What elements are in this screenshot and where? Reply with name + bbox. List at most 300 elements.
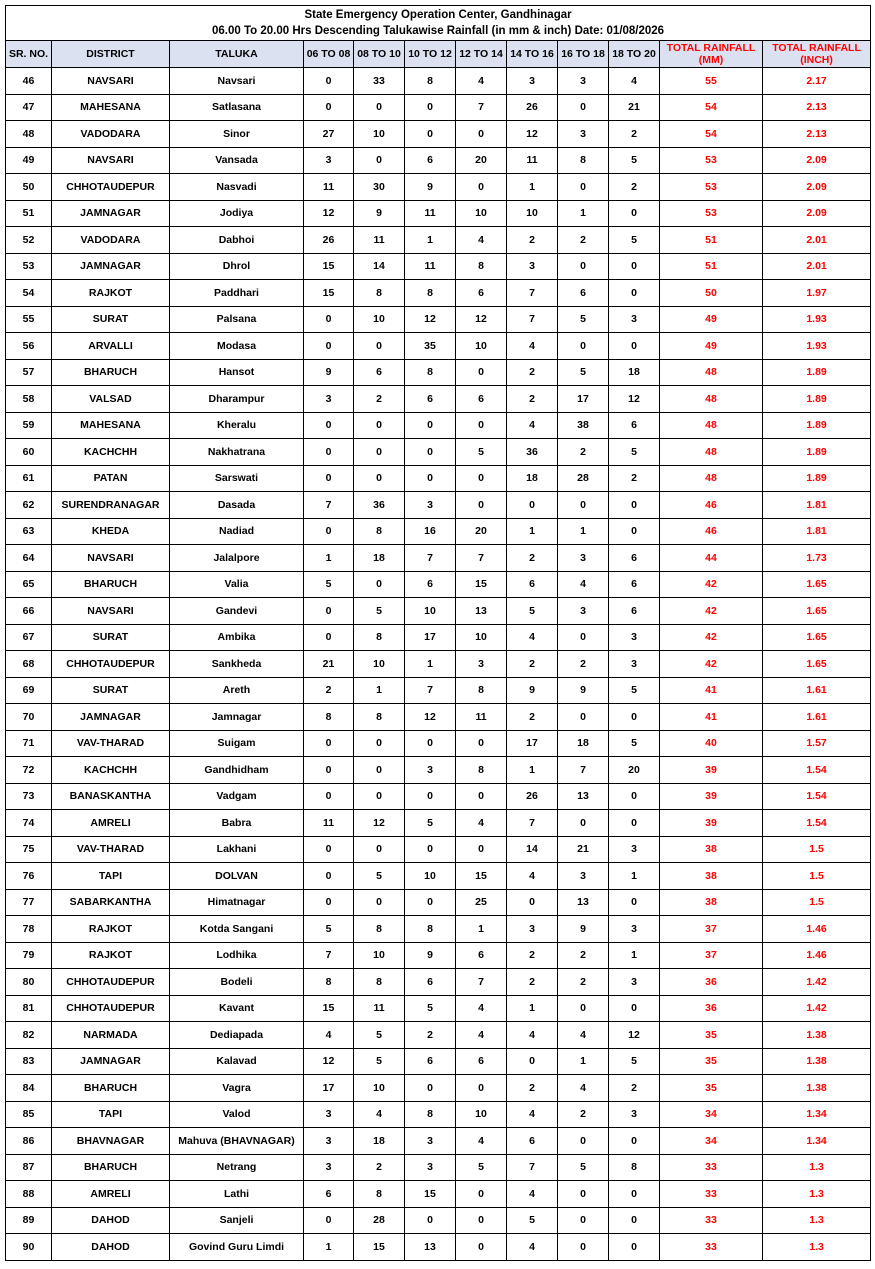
cell-sr-no: 83 (6, 1048, 52, 1075)
cell-sr-no: 76 (6, 863, 52, 890)
cell-total-inch: 1.97 (763, 280, 871, 307)
table-row (6, 1048, 871, 1075)
cell-taluka: Suigam (170, 730, 304, 757)
cell-06-to-08: 2 (304, 677, 354, 704)
cell-14-to-16: 3 (507, 916, 558, 943)
cell-18-to-20: 5 (609, 1048, 660, 1075)
cell-08-to-10: 8 (354, 518, 405, 545)
cell-10-to-12: 3 (405, 1154, 456, 1181)
cell-12-to-14: 10 (456, 200, 507, 227)
cell-06-to-08: 0 (304, 730, 354, 757)
table-row (6, 253, 871, 280)
cell-08-to-10: 4 (354, 1101, 405, 1128)
cell-18-to-20: 3 (609, 1101, 660, 1128)
cell-08-to-10: 0 (354, 757, 405, 784)
cell-16-to-18: 1 (558, 518, 609, 545)
cell-18-to-20: 0 (609, 704, 660, 731)
cell-18-to-20: 12 (609, 1022, 660, 1049)
cell-10-to-12: 9 (405, 174, 456, 201)
cell-18-to-20: 6 (609, 545, 660, 572)
cell-08-to-10: 0 (354, 730, 405, 757)
cell-total-mm: 35 (660, 1048, 763, 1075)
cell-district: KACHCHH (52, 757, 170, 784)
table-row (6, 1154, 871, 1181)
cell-10-to-12: 0 (405, 439, 456, 466)
cell-total-mm: 39 (660, 757, 763, 784)
cell-total-inch: 1.89 (763, 412, 871, 439)
cell-14-to-16: 26 (507, 783, 558, 810)
cell-18-to-20: 8 (609, 1154, 660, 1181)
cell-taluka: Govind Guru Limdi (170, 1234, 304, 1261)
cell-14-to-16: 4 (507, 1101, 558, 1128)
cell-12-to-14: 3 (456, 651, 507, 678)
cell-18-to-20: 6 (609, 412, 660, 439)
cell-06-to-08: 0 (304, 863, 354, 890)
cell-district: NAVSARI (52, 598, 170, 625)
cell-total-inch: 1.38 (763, 1075, 871, 1102)
cell-district: BHAVNAGAR (52, 1128, 170, 1155)
cell-total-inch: 1.57 (763, 730, 871, 757)
cell-18-to-20: 0 (609, 1234, 660, 1261)
cell-district: SABARKANTHA (52, 889, 170, 916)
cell-district: BANASKANTHA (52, 783, 170, 810)
table-row (6, 757, 871, 784)
cell-08-to-10: 8 (354, 969, 405, 996)
cell-district: ARVALLI (52, 333, 170, 360)
cell-18-to-20: 18 (609, 359, 660, 386)
cell-08-to-10: 18 (354, 545, 405, 572)
cell-08-to-10: 8 (354, 1181, 405, 1208)
cell-taluka: Navsari (170, 68, 304, 95)
cell-taluka: Nadiad (170, 518, 304, 545)
cell-08-to-10: 5 (354, 1022, 405, 1049)
cell-16-to-18: 0 (558, 810, 609, 837)
cell-08-to-10: 0 (354, 439, 405, 466)
cell-16-to-18: 7 (558, 757, 609, 784)
cell-14-to-16: 14 (507, 836, 558, 863)
cell-10-to-12: 10 (405, 863, 456, 890)
cell-14-to-16: 2 (507, 227, 558, 254)
cell-08-to-10: 12 (354, 810, 405, 837)
cell-sr-no: 52 (6, 227, 52, 254)
table-row (6, 783, 871, 810)
header-total-inch: TOTAL RAINFALL (INCH) (763, 41, 871, 68)
cell-total-inch: 1.89 (763, 465, 871, 492)
cell-12-to-14: 15 (456, 863, 507, 890)
cell-sr-no: 70 (6, 704, 52, 731)
cell-12-to-14: 0 (456, 359, 507, 386)
cell-14-to-16: 4 (507, 624, 558, 651)
table-row (6, 704, 871, 731)
cell-total-inch: 1.54 (763, 757, 871, 784)
table-row (6, 68, 871, 95)
cell-18-to-20: 3 (609, 624, 660, 651)
cell-18-to-20: 2 (609, 465, 660, 492)
cell-taluka: Ambika (170, 624, 304, 651)
title-row (6, 6, 871, 41)
cell-sr-no: 47 (6, 94, 52, 121)
cell-total-mm: 50 (660, 280, 763, 307)
cell-12-to-14: 11 (456, 704, 507, 731)
cell-14-to-16: 18 (507, 465, 558, 492)
cell-16-to-18: 5 (558, 306, 609, 333)
cell-14-to-16: 7 (507, 306, 558, 333)
cell-08-to-10: 5 (354, 598, 405, 625)
cell-total-mm: 41 (660, 704, 763, 731)
cell-08-to-10: 0 (354, 465, 405, 492)
cell-district: MAHESANA (52, 94, 170, 121)
cell-12-to-14: 15 (456, 571, 507, 598)
cell-total-inch: 2.13 (763, 121, 871, 148)
cell-06-to-08: 15 (304, 280, 354, 307)
cell-sr-no: 55 (6, 306, 52, 333)
cell-12-to-14: 20 (456, 147, 507, 174)
rainfall-table (5, 5, 871, 1261)
cell-12-to-14: 10 (456, 624, 507, 651)
cell-total-mm: 37 (660, 916, 763, 943)
cell-06-to-08: 1 (304, 545, 354, 572)
cell-16-to-18: 38 (558, 412, 609, 439)
cell-08-to-10: 0 (354, 147, 405, 174)
cell-total-inch: 1.65 (763, 651, 871, 678)
table-row (6, 465, 871, 492)
cell-total-mm: 33 (660, 1207, 763, 1234)
cell-district: VAV-THARAD (52, 836, 170, 863)
cell-18-to-20: 21 (609, 94, 660, 121)
cell-08-to-10: 0 (354, 94, 405, 121)
cell-06-to-08: 0 (304, 306, 354, 333)
cell-12-to-14: 0 (456, 783, 507, 810)
cell-sr-no: 87 (6, 1154, 52, 1181)
cell-16-to-18: 0 (558, 1181, 609, 1208)
cell-16-to-18: 3 (558, 863, 609, 890)
cell-sr-no: 81 (6, 995, 52, 1022)
cell-10-to-12: 9 (405, 942, 456, 969)
cell-10-to-12: 1 (405, 227, 456, 254)
cell-16-to-18: 3 (558, 68, 609, 95)
cell-06-to-08: 7 (304, 942, 354, 969)
cell-total-inch: 1.46 (763, 916, 871, 943)
cell-district: CHHOTAUDEPUR (52, 174, 170, 201)
cell-18-to-20: 20 (609, 757, 660, 784)
cell-18-to-20: 3 (609, 836, 660, 863)
table-row (6, 916, 871, 943)
cell-sr-no: 46 (6, 68, 52, 95)
cell-taluka: Paddhari (170, 280, 304, 307)
cell-12-to-14: 0 (456, 730, 507, 757)
cell-08-to-10: 30 (354, 174, 405, 201)
cell-total-inch: 1.38 (763, 1022, 871, 1049)
cell-total-mm: 55 (660, 68, 763, 95)
cell-total-inch: 2.17 (763, 68, 871, 95)
cell-12-to-14: 8 (456, 757, 507, 784)
cell-16-to-18: 2 (558, 969, 609, 996)
cell-06-to-08: 15 (304, 995, 354, 1022)
cell-08-to-10: 6 (354, 359, 405, 386)
table-row (6, 1075, 871, 1102)
cell-18-to-20: 0 (609, 1128, 660, 1155)
cell-08-to-10: 10 (354, 1075, 405, 1102)
cell-06-to-08: 21 (304, 651, 354, 678)
cell-district: SURAT (52, 624, 170, 651)
cell-06-to-08: 1 (304, 1234, 354, 1261)
cell-14-to-16: 4 (507, 863, 558, 890)
table-row (6, 1234, 871, 1261)
cell-total-inch: 1.89 (763, 386, 871, 413)
cell-18-to-20: 6 (609, 598, 660, 625)
cell-sr-no: 49 (6, 147, 52, 174)
cell-10-to-12: 12 (405, 306, 456, 333)
cell-08-to-10: 33 (354, 68, 405, 95)
cell-16-to-18: 5 (558, 1154, 609, 1181)
cell-06-to-08: 3 (304, 1154, 354, 1181)
cell-district: BHARUCH (52, 571, 170, 598)
header-12-to-14: 12 TO 14 (456, 41, 507, 68)
report-title (6, 6, 871, 41)
cell-08-to-10: 10 (354, 651, 405, 678)
cell-14-to-16: 6 (507, 571, 558, 598)
cell-taluka: Nakhatrana (170, 439, 304, 466)
cell-sr-no: 62 (6, 492, 52, 519)
cell-16-to-18: 0 (558, 253, 609, 280)
cell-total-mm: 38 (660, 889, 763, 916)
cell-18-to-20: 4 (609, 68, 660, 95)
cell-16-to-18: 0 (558, 995, 609, 1022)
cell-10-to-12: 0 (405, 889, 456, 916)
cell-total-inch: 2.09 (763, 200, 871, 227)
cell-14-to-16: 5 (507, 1207, 558, 1234)
cell-total-mm: 36 (660, 995, 763, 1022)
cell-08-to-10: 10 (354, 306, 405, 333)
cell-sr-no: 51 (6, 200, 52, 227)
header-10-to-12: 10 TO 12 (405, 41, 456, 68)
cell-district: RAJKOT (52, 916, 170, 943)
cell-taluka: Nasvadi (170, 174, 304, 201)
cell-16-to-18: 28 (558, 465, 609, 492)
cell-12-to-14: 20 (456, 518, 507, 545)
cell-taluka: Bodeli (170, 969, 304, 996)
cell-total-inch: 2.01 (763, 253, 871, 280)
cell-16-to-18: 1 (558, 1048, 609, 1075)
cell-total-inch: 1.89 (763, 359, 871, 386)
cell-12-to-14: 4 (456, 810, 507, 837)
table-row (6, 942, 871, 969)
cell-total-mm: 46 (660, 492, 763, 519)
table-row (6, 200, 871, 227)
cell-10-to-12: 12 (405, 704, 456, 731)
cell-sr-no: 56 (6, 333, 52, 360)
cell-10-to-12: 0 (405, 1207, 456, 1234)
cell-10-to-12: 13 (405, 1234, 456, 1261)
table-row (6, 730, 871, 757)
cell-16-to-18: 2 (558, 942, 609, 969)
cell-16-to-18: 4 (558, 571, 609, 598)
cell-sr-no: 79 (6, 942, 52, 969)
cell-16-to-18: 2 (558, 651, 609, 678)
cell-sr-no: 66 (6, 598, 52, 625)
table-row (6, 677, 871, 704)
cell-total-inch: 1.3 (763, 1234, 871, 1261)
cell-16-to-18: 0 (558, 333, 609, 360)
cell-sr-no: 89 (6, 1207, 52, 1234)
cell-district: VAV-THARAD (52, 730, 170, 757)
cell-12-to-14: 0 (456, 465, 507, 492)
cell-total-mm: 46 (660, 518, 763, 545)
cell-18-to-20: 0 (609, 783, 660, 810)
cell-16-to-18: 13 (558, 889, 609, 916)
table-row (6, 94, 871, 121)
cell-total-mm: 39 (660, 810, 763, 837)
cell-14-to-16: 2 (507, 386, 558, 413)
cell-taluka: Jodiya (170, 200, 304, 227)
cell-14-to-16: 4 (507, 333, 558, 360)
cell-06-to-08: 3 (304, 1101, 354, 1128)
cell-10-to-12: 7 (405, 677, 456, 704)
cell-10-to-12: 16 (405, 518, 456, 545)
cell-18-to-20: 12 (609, 386, 660, 413)
cell-10-to-12: 3 (405, 1128, 456, 1155)
table-row (6, 518, 871, 545)
cell-taluka: Sinor (170, 121, 304, 148)
cell-total-inch: 1.42 (763, 995, 871, 1022)
cell-total-inch: 1.5 (763, 889, 871, 916)
cell-sr-no: 60 (6, 439, 52, 466)
table-row (6, 1128, 871, 1155)
cell-total-inch: 1.93 (763, 306, 871, 333)
cell-district: TAPI (52, 863, 170, 890)
cell-14-to-16: 0 (507, 889, 558, 916)
cell-18-to-20: 5 (609, 147, 660, 174)
cell-10-to-12: 11 (405, 253, 456, 280)
cell-08-to-10: 0 (354, 889, 405, 916)
cell-14-to-16: 7 (507, 810, 558, 837)
cell-sr-no: 54 (6, 280, 52, 307)
cell-district: AMRELI (52, 810, 170, 837)
cell-total-mm: 53 (660, 200, 763, 227)
cell-10-to-12: 6 (405, 571, 456, 598)
cell-10-to-12: 6 (405, 969, 456, 996)
cell-12-to-14: 10 (456, 1101, 507, 1128)
cell-06-to-08: 0 (304, 1207, 354, 1234)
cell-12-to-14: 1 (456, 916, 507, 943)
table-row (6, 836, 871, 863)
cell-total-inch: 1.3 (763, 1154, 871, 1181)
cell-14-to-16: 0 (507, 1048, 558, 1075)
header-08-to-10: 08 TO 10 (354, 41, 405, 68)
cell-16-to-18: 0 (558, 1207, 609, 1234)
table-row (6, 651, 871, 678)
header-district: DISTRICT (52, 41, 170, 68)
cell-18-to-20: 6 (609, 571, 660, 598)
cell-10-to-12: 0 (405, 465, 456, 492)
cell-sr-no: 90 (6, 1234, 52, 1261)
cell-08-to-10: 1 (354, 677, 405, 704)
cell-sr-no: 65 (6, 571, 52, 598)
cell-sr-no: 69 (6, 677, 52, 704)
cell-total-inch: 1.61 (763, 677, 871, 704)
cell-10-to-12: 10 (405, 598, 456, 625)
cell-taluka: Dhrol (170, 253, 304, 280)
cell-06-to-08: 26 (304, 227, 354, 254)
cell-12-to-14: 12 (456, 306, 507, 333)
table-row (6, 1101, 871, 1128)
cell-taluka: Dasada (170, 492, 304, 519)
cell-taluka: Lodhika (170, 942, 304, 969)
cell-14-to-16: 2 (507, 704, 558, 731)
cell-14-to-16: 26 (507, 94, 558, 121)
cell-district: NAVSARI (52, 68, 170, 95)
cell-district: MAHESANA (52, 412, 170, 439)
cell-06-to-08: 0 (304, 68, 354, 95)
table-row (6, 492, 871, 519)
cell-district: CHHOTAUDEPUR (52, 969, 170, 996)
cell-14-to-16: 4 (507, 1234, 558, 1261)
cell-total-mm: 34 (660, 1128, 763, 1155)
table-row (6, 810, 871, 837)
cell-08-to-10: 36 (354, 492, 405, 519)
cell-18-to-20: 5 (609, 677, 660, 704)
table-row (6, 571, 871, 598)
cell-total-mm: 35 (660, 1022, 763, 1049)
cell-taluka: Modasa (170, 333, 304, 360)
cell-10-to-12: 8 (405, 68, 456, 95)
cell-14-to-16: 4 (507, 1181, 558, 1208)
cell-total-mm: 54 (660, 94, 763, 121)
cell-10-to-12: 35 (405, 333, 456, 360)
rainfall-report (5, 5, 871, 1261)
cell-14-to-16: 6 (507, 1128, 558, 1155)
cell-06-to-08: 0 (304, 783, 354, 810)
cell-total-mm: 54 (660, 121, 763, 148)
cell-sr-no: 57 (6, 359, 52, 386)
cell-10-to-12: 5 (405, 810, 456, 837)
cell-total-inch: 1.34 (763, 1101, 871, 1128)
cell-16-to-18: 3 (558, 121, 609, 148)
cell-taluka: Palsana (170, 306, 304, 333)
cell-district: VALSAD (52, 386, 170, 413)
table-row (6, 889, 871, 916)
cell-06-to-08: 15 (304, 253, 354, 280)
cell-16-to-18: 0 (558, 174, 609, 201)
cell-16-to-18: 2 (558, 1101, 609, 1128)
cell-12-to-14: 0 (456, 492, 507, 519)
cell-18-to-20: 0 (609, 518, 660, 545)
cell-12-to-14: 5 (456, 1154, 507, 1181)
cell-06-to-08: 0 (304, 889, 354, 916)
table-row (6, 439, 871, 466)
table-row (6, 1207, 871, 1234)
cell-06-to-08: 0 (304, 439, 354, 466)
header-06-to-08: 06 TO 08 (304, 41, 354, 68)
cell-total-inch: 1.65 (763, 598, 871, 625)
cell-sr-no: 85 (6, 1101, 52, 1128)
cell-08-to-10: 11 (354, 995, 405, 1022)
cell-14-to-16: 17 (507, 730, 558, 757)
cell-taluka: Kotda Sangani (170, 916, 304, 943)
cell-10-to-12: 7 (405, 545, 456, 572)
cell-18-to-20: 0 (609, 333, 660, 360)
cell-18-to-20: 5 (609, 227, 660, 254)
table-row (6, 306, 871, 333)
cell-district: NARMADA (52, 1022, 170, 1049)
table-row (6, 359, 871, 386)
cell-district: JAMNAGAR (52, 1048, 170, 1075)
cell-district: BHARUCH (52, 359, 170, 386)
cell-district: JAMNAGAR (52, 253, 170, 280)
cell-06-to-08: 9 (304, 359, 354, 386)
cell-18-to-20: 2 (609, 1075, 660, 1102)
cell-total-inch: 1.5 (763, 836, 871, 863)
